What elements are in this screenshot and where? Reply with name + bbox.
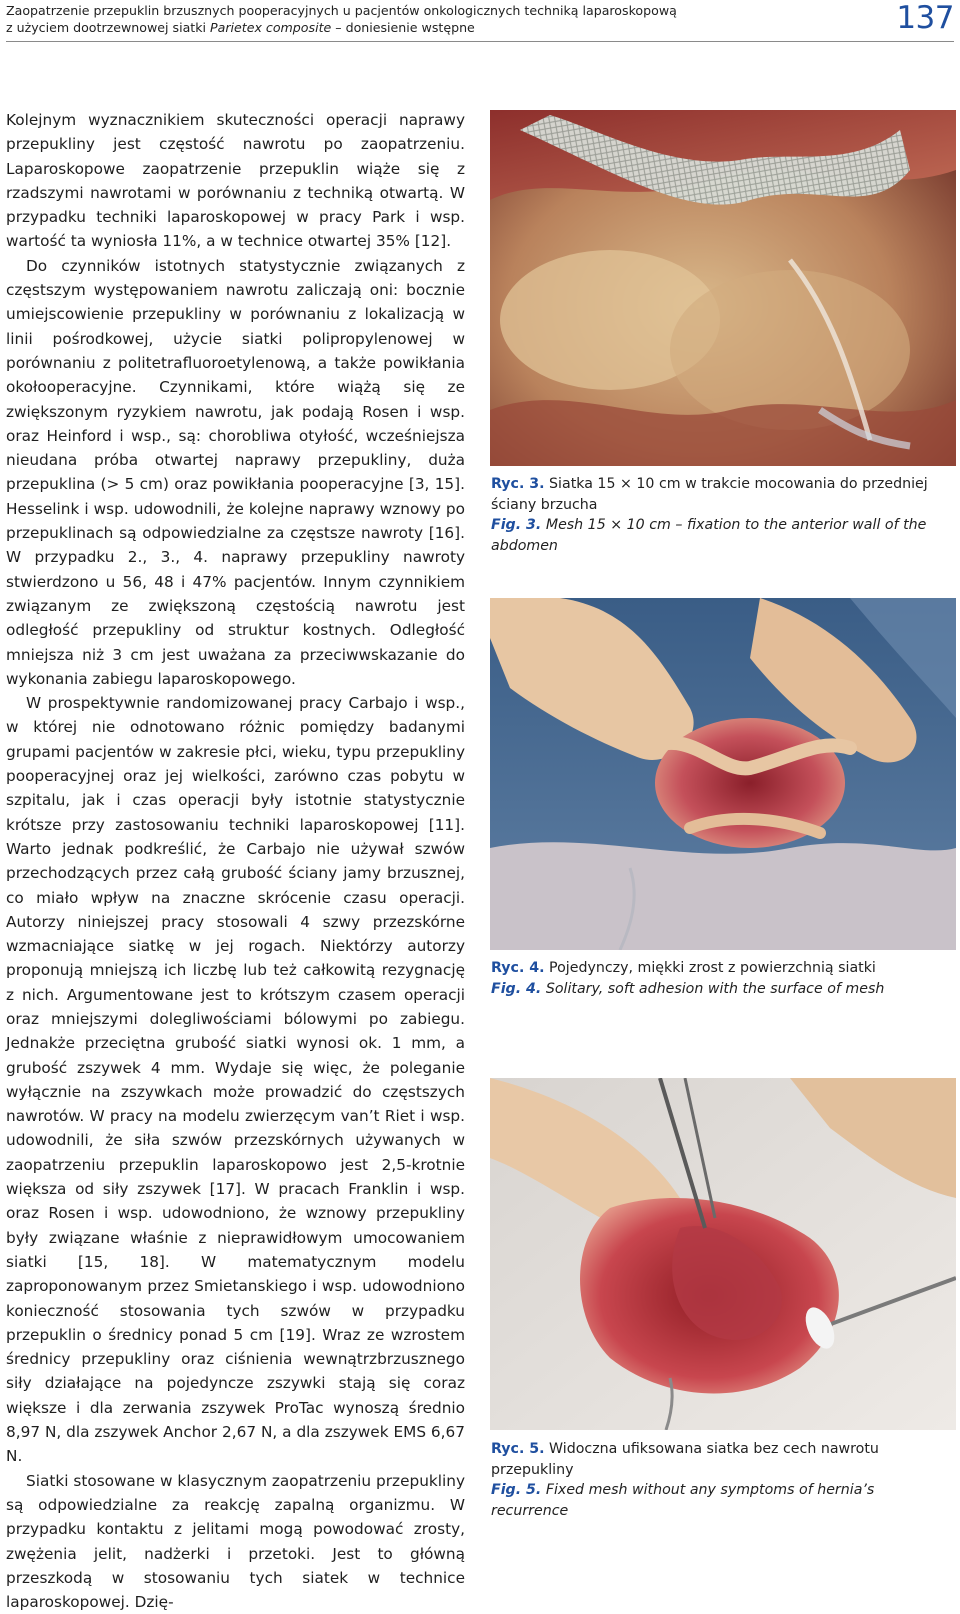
page-number: 137 (896, 0, 954, 36)
caption-text: Mesh 15 × 10 cm – fixation to the anterior wall of the abdomen (491, 517, 927, 554)
caption-english (491, 1480, 954, 1521)
page-header (6, 0, 954, 40)
running-title (6, 2, 876, 36)
caption-polish (491, 958, 954, 979)
caption-label: Ryc. 4. (491, 960, 545, 976)
caption-text: Fixed mesh without any symptoms of hernia’s recurrence (491, 1482, 875, 1519)
body-paragraph: Do czynników istotnych statystycznie związanych z częstszym występowaniem nawrotu zaliczają oni: bocznie umiejscowienie przepukliny w porównaniu z lokalizacją w linii pośrodkowej, użycie siatki polipropylenowej w porównaniu z politetrafluoroetylenową, a także powikłania okołooperacyjne. Czynnikami, które wiążą się ze zwiększonym ryzykiem nawrotu, jak podają Rosen i wsp. oraz Heinford i wsp., są: chorobliwa otyłość, wcześniejsza nieudana próba otwartej naprawy przepukliny, duża przepuklina (> 5 cm) oraz powikłania pooperacyjne [3, 15]. Hesselink i wsp. udowodnili, że kolejne naprawy wznowy po przepuklinach są odpowiedzialne za częstsze nawroty [16]. W przypadku 2., 3., 4. naprawy przepukliny nawroty stwierdzono u 56, 48 i 47% pacjentów. Innym czynnikiem związanym ze zwiększoną częstością nawrotu jest odległość przepukliny od struktur kostnych. Odległość mniejsza niż 3 cm jest uważana za przeciwwskazanie do wykonania zabiegu laparoskopowego. (6, 256, 465, 688)
caption-english (491, 979, 954, 1000)
caption-english (491, 515, 954, 556)
caption-text: Solitary, soft adhesion with the surface of mesh (541, 980, 885, 997)
body-paragraph: Kolejnym wyznacznikiem skuteczności operacji naprawy przepukliny jest częstość nawrotu po zaopatrzeniu. Laparoskopowe zaopatrzenie przepuklin wiąże się z rzadszymi nawrotami w porównaniu z techniką otwartą. W przypadku techniki laparoskopowej w pracy Park i wsp. wartość ta wyniosła 11%, a w technice otwartej 35% [12]. (6, 111, 465, 251)
figure-5-image (490, 1078, 956, 1430)
figure-4-image (490, 598, 956, 950)
caption-label: Fig. 5. (491, 1482, 542, 1498)
caption-label: Fig. 3. (491, 517, 542, 533)
caption-polish (491, 474, 954, 515)
body-paragraph: Siatki stosowane w klasycznym zaopatrzeniu przepukliny są odpowiedzialne za reakcję zapalną organizmu. W przypadku kontaktu z jelitami mogą powodować zrosty, zwężenia jelit, nadżerki i przetoki. Jest to główną przeszkodą w stosowaniu tych siatek w technice laparoskopowej. Dzię- (6, 1471, 465, 1612)
caption-polish (491, 1439, 954, 1480)
caption-label: Ryc. 5. (491, 1441, 545, 1457)
caption-text: Widoczna ufiksowana siatka bez cech nawrotu przepukliny (491, 1441, 879, 1478)
caption-text: Siatka 15 × 10 cm w trakcie mocowania do przedniej ściany brzucha (491, 476, 928, 513)
figure-4-caption (491, 958, 954, 999)
article-body (6, 108, 465, 1614)
running-title-product: Parietex composite (210, 20, 332, 35)
figure-3-caption (491, 474, 954, 556)
running-title-line1: Zaopatrzenie przepuklin brzusznych pooperacyjnych u pacjentów onkologicznych techniką laparoskopową (6, 3, 677, 18)
caption-text: Pojedynczy, miękki zrost z powierzchnią siatki (544, 960, 876, 976)
figure-5-caption (491, 1439, 954, 1521)
body-paragraph: W prospektywnie randomizowanej pracy Carbajo i wsp., w której nie odnotowano różnic pomiędzy badanymi grupami pacjentów w zakresie płci, wieku, typu przepukliny pooperacyjnej oraz jej wielkości, zarówno czas pobytu w szpitalu, jak i czas operacji były istotnie statystycznie krótsze przy zastosowaniu techniki laparoskopowej [11]. Warto jednak podkreślić, że Carbajo nie używał szwów przechodzących przez całą grubość ściany jamy brzusznej, co miało wpływ na znaczne skrócenie czasu operacji. Autorzy niniejszej pracy stosowali 4 szwy przezskórne wzmacniające siatkę w jej rogach. Niektórzy autorzy proponują mniejszą ich liczbę lub też całkowitą rezygnację z nich. Argumentowane jest to krótszym czasem operacji oraz mniejszymi dolegliwościami bólowymi po zabiegu. Jednakże przeciętna grubość siatki wynosi ok. 1 mm, a grubość zszywek 4 mm. Wydaje się więc, że poleganie wyłącznie na zszywkach może prowadzić do częstszych nawrotów. W pracy na modelu zwierzęcym van’t Riet i wsp. udowodnili, że siła szwów przezskórnych używanych w zaopatrzeniu przepuklin laparoskopowo jest 2,5-krotnie większa od siły zszywek [17]. W pracach Franklin i wsp. oraz Rosen i wsp. udowodniono, że wznowy przepukliny były związane właśnie z nieprawidłowym umocowaniem siatki [15, 18]. W matematycznym modelu zaproponowanym przez Smietanskiego i wsp. udowodniono konieczność stosowania tych szwów w przypadku przepuklin o średnicy ponad 5 cm [19]. Wraz ze wzrostem średnicy przepukliny oraz ciśnienia wewnątrzbrzusznego siły działające na pojedyncze zszywki stają się coraz większe i dla zerwania zszywek ProTac wynoszą średnio 8,97 N, dla zszywek Anchor 2,67 N, a dla zszywek EMS 6,67 N. (6, 694, 465, 1466)
running-title-line2-post: – doniesienie wstępne (331, 20, 475, 35)
caption-label: Fig. 4. (491, 980, 542, 997)
caption-label: Ryc. 3. (491, 476, 545, 492)
header-divider (6, 41, 954, 42)
running-title-line2-pre: z użyciem dootrzewnowej siatki (6, 20, 211, 35)
figure-3-image (490, 110, 956, 466)
